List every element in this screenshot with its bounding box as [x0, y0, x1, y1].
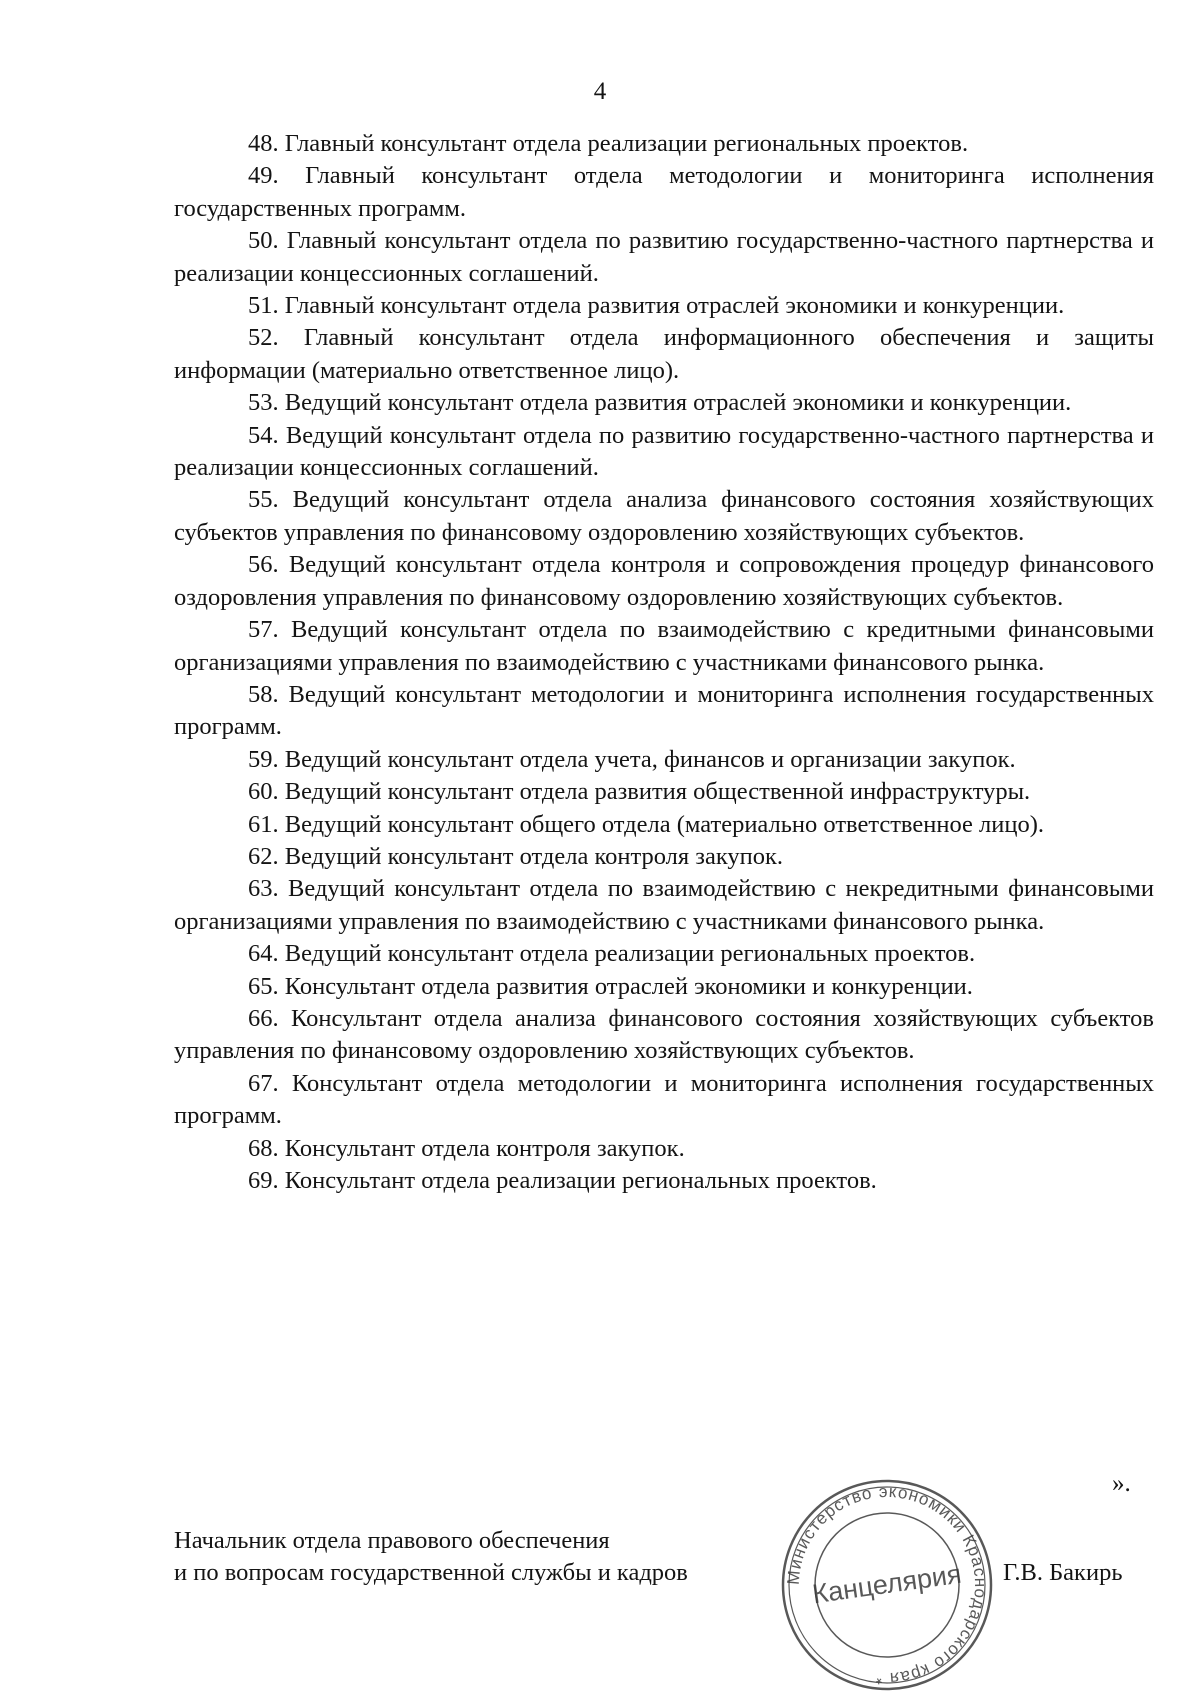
list-item: 56. Ведущий консультант отдела контроля и сопровождения процедур финансового оздоровления управления по финансовому оздоровлению хозяйствующих субъектов. — [174, 551, 1154, 611]
list-item: 58. Ведущий консультант методологии и мониторинга исполнения государственных программ. — [174, 680, 1154, 741]
list-item: 49. Главный консультант отдела методологии и мониторинга исполнения государственных программ. — [174, 162, 1154, 222]
list-item: 66. Консультант отдела анализа финансового состояния хозяйствующих субъектов управления по финансовому оздоровлению хозяйствующих субъектов. — [174, 1004, 1154, 1065]
list-item: 62. Ведущий консультант отдела контроля закупок. — [248, 842, 784, 870]
page-number: 4 — [593, 78, 607, 105]
list-item: 57. Ведущий консультант отдела по взаимодействию с кредитными финансовыми организациями управления по взаимодействию с участниками финансового рынка. — [174, 616, 1154, 676]
list-item: 60. Ведущий консультант отдела развития общественной инфраструктуры. — [248, 778, 1031, 806]
list-item: 69. Консультант отдела реализации региональных проектов. — [248, 1167, 877, 1194]
list-item: 50. Главный консультант отдела по развитию государственно-частного партнерства и реализации концессионных соглашений. — [174, 227, 1154, 287]
office-stamp — [770, 1478, 1004, 1693]
list-item: 55. Ведущий консультант отдела анализа финансового состояния хозяйствующих субъектов управления по финансовому оздоровлению хозяйствующих субъектов. — [174, 486, 1154, 546]
list-item: 64. Ведущий консультант отдела реализации региональных проектов. — [248, 940, 976, 968]
stamp-center-text: Канцелярия — [810, 1558, 964, 1610]
list-item: 61. Ведущий консультант общего отдела (материально ответственное лицо). — [248, 810, 1044, 838]
signature-title — [174, 1525, 688, 1590]
list-item: 67. Консультант отдела методологии и мониторинга исполнения государственных программ. — [174, 1069, 1154, 1130]
list-item: 48. Главный консультант отдела реализации региональных проектов. — [248, 130, 969, 157]
list-item: 52. Главный консультант отдела информационного обеспечения и защиты информации (материально ответственное лицо). — [174, 324, 1154, 384]
list-item: 59. Ведущий консультант отдела учета, финансов и организации закупок. — [248, 745, 1016, 773]
list-item: 65. Консультант отдела развития отраслей экономики и конкуренции. — [248, 972, 973, 1000]
list-item: 68. Консультант отдела контроля закупок. — [248, 1134, 685, 1162]
signature-title-line-2: и по вопросам государственной службы и кадров — [174, 1559, 688, 1587]
signature-title-line-1: Начальник отдела правового обеспечения — [174, 1527, 610, 1554]
list-item: 51. Главный консультант отдела развития отраслей экономики и конкуренции. — [248, 292, 1065, 320]
list-item: 53. Ведущий консультант отдела развития отраслей экономики и конкуренции. — [248, 389, 1072, 417]
stamp-ring-text: Министерство экономики Краснодарского края * — [783, 1481, 991, 1689]
position-list — [174, 128, 1154, 1197]
list-item: 63. Ведущий консультант отдела по взаимодействию с некредитными финансовыми организациями управления по взаимодействию с участниками финансового рынка. — [174, 875, 1154, 935]
list-item: 54. Ведущий консультант отдела по развитию государственно-частного партнерства и реализации концессионных соглашений. — [174, 421, 1154, 482]
signer-name: Г.В. Бакирь — [1003, 1559, 1123, 1586]
closing-quote: ». — [1112, 1470, 1131, 1497]
